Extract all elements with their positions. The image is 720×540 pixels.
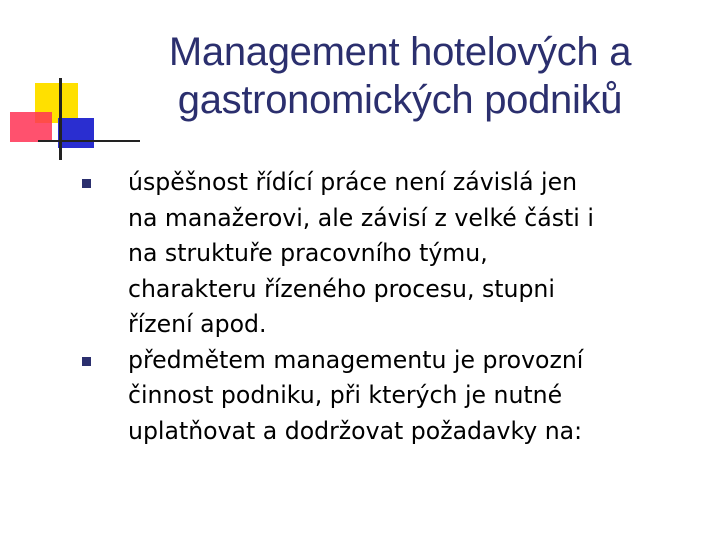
bullet-text: úspěšnost řídící práce není závislá jen na manažerovi, ale závisí z velké části i na struktuře pracovního týmu, charakteru řízeného procesu, stupni řízení apod. bbox=[128, 168, 594, 338]
logo-vertical-line bbox=[59, 78, 62, 160]
logo-horizontal-line bbox=[38, 140, 140, 142]
square-bullet-icon bbox=[82, 357, 91, 366]
slide-title-line1: Management hotelových a bbox=[168, 30, 632, 74]
square-bullet-icon bbox=[82, 179, 91, 188]
logo-red-square bbox=[10, 112, 52, 142]
slide-title bbox=[120, 28, 680, 124]
bullet-text: předmětem managementu je provozní činnost podniku, při kterých je nutné uplatňovat a dodržovat požadavky na: bbox=[128, 345, 584, 445]
bullet-item bbox=[80, 343, 700, 450]
logo-blue-square bbox=[58, 118, 94, 148]
corner-logo-graphic bbox=[0, 0, 140, 170]
bullet-item bbox=[80, 165, 700, 343]
bullet-list bbox=[80, 165, 700, 449]
slide-title-line2: gastronomických podniků bbox=[177, 78, 623, 122]
